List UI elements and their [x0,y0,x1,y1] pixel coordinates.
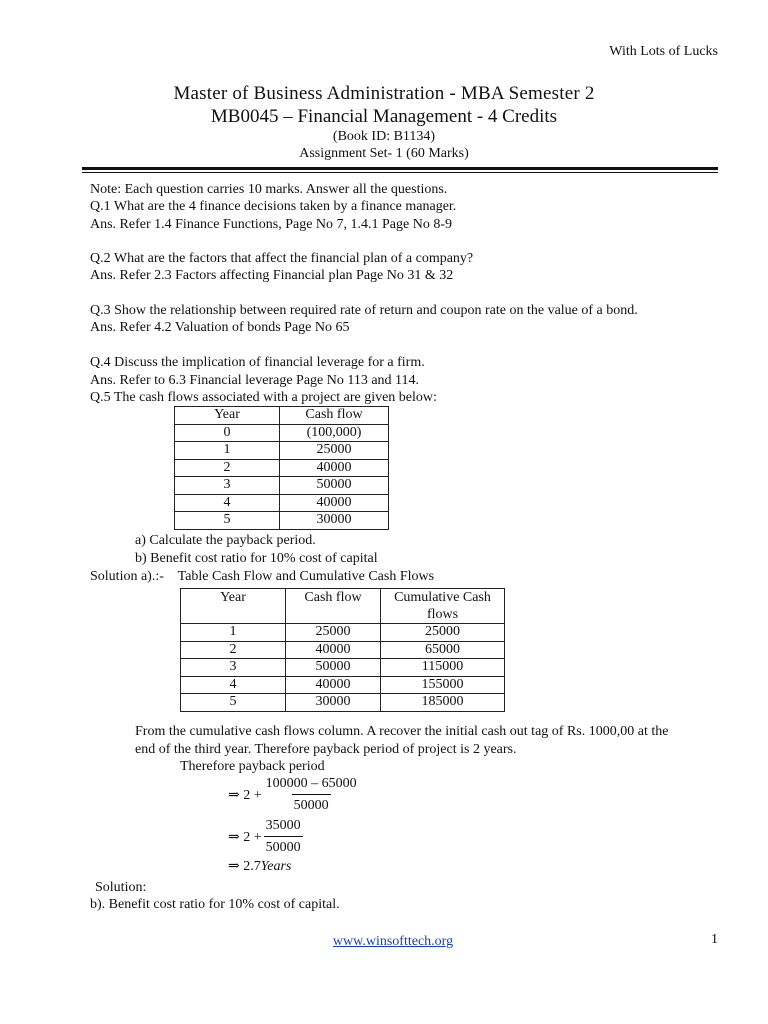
table-cell: 1 [175,442,280,460]
table-cell: 40000 [286,676,381,694]
table-header-row [175,407,389,425]
table-cell: 50000 [280,477,389,495]
equation-result: ⇒ 2.7 [228,859,261,874]
table-cell: 3 [181,659,286,677]
table-row [175,459,389,477]
table-cell: 185000 [381,694,505,712]
table-row [175,442,389,460]
assignment-label: Assignment Set- 1 (60 Marks) [299,146,469,161]
note-text: Note: Each question carries 10 marks. Answer all the questions. [90,182,448,197]
table-cell: 30000 [286,694,381,712]
table-cell: 2 [181,641,286,659]
table-cell: 40000 [280,494,389,512]
table-cell: 3 [175,477,280,495]
equation-step-2 [228,818,303,856]
equation-step-3 [228,858,291,875]
table-cell: 40000 [280,459,389,477]
q5-part-a: a) Calculate the payback period. [135,533,316,548]
page-number: 1 [711,932,718,947]
table-cell: 30000 [280,512,389,530]
book-id: (Book ID: B1134) [332,129,436,144]
equation-step-1 [228,776,359,814]
fraction-denominator: 50000 [292,794,331,814]
cumulative-cash-flow-table [180,588,505,712]
solution-a-heading: Solution a).:- Table Cash Flow and Cumulative Cash Flows [90,569,435,584]
table-header-row [181,589,505,624]
fraction [264,818,303,856]
solution-b-label: Solution: [95,880,147,895]
table-header-cell [381,589,505,624]
header-rule-thin [82,172,718,173]
equation-prefix: ⇒ 2 + [228,787,262,803]
table-cell: 5 [175,512,280,530]
table-row [181,694,505,712]
table-header-cell: Year [181,589,286,624]
fraction-numerator: 35000 [265,818,301,833]
table-cell: 65000 [381,641,505,659]
q1-answer: Ans. Refer 1.4 Finance Functions, Page No 7, 1.4.1 Page No 8-9 [90,217,453,232]
table-row [181,659,505,677]
table-cell: 115000 [381,659,505,677]
equation-unit: Years [260,859,292,874]
table-cell: 25000 [381,624,505,642]
q1-question: Q.1 What are the 4 finance decisions taken by a finance manager. [90,199,457,214]
table-row [181,641,505,659]
table-cell: 155000 [381,676,505,694]
table-cell: 4 [181,676,286,694]
table-cell: 5 [181,694,286,712]
table-cell: 4 [175,494,280,512]
q5-question: Q.5 The cash flows associated with a project are given below: [90,390,437,405]
header-rule-thick [82,167,718,170]
q5-part-b: b) Benefit cost ratio for 10% cost of capital [135,551,378,566]
cash-flow-table [174,406,389,530]
table-cell: 1 [181,624,286,642]
table-header-cell: Year [175,407,280,425]
solution-paragraph-line: end of the third year. Therefore payback period of project is 2 years. [135,742,517,757]
fraction-denominator: 50000 [264,836,303,856]
table-header-cell: Cash flow [280,407,389,425]
q3-answer: Ans. Refer 4.2 Valuation of bonds Page No 65 [90,320,350,335]
table-row [175,477,389,495]
table-cell: 0 [175,424,280,442]
table-cell: 50000 [286,659,381,677]
fraction-numerator: 100000 – 65000 [265,776,357,791]
table-header-cell: Cash flow [286,589,381,624]
header-text-line: Cumulative Cash [394,590,491,605]
q3-question: Q.3 Show the relationship between required rate of return and coupon rate on the value of a bond. [90,303,638,318]
table-cell: 25000 [280,442,389,460]
table-row [175,424,389,442]
footer-link-wrapper [0,932,768,950]
equation-prefix: ⇒ 2 + [228,829,262,845]
header-tagline: With Lots of Lucks [609,44,718,59]
table-row [181,624,505,642]
table-cell: 25000 [286,624,381,642]
fraction [264,776,359,814]
table-cell: 2 [175,459,280,477]
course-title: MB0045 – Financial Management - 4 Credits [210,106,558,127]
solution-b-text: b). Benefit cost ratio for 10% cost of capital. [90,897,340,912]
table-cell: (100,000) [280,424,389,442]
header-text-line: flows [426,607,459,622]
document-title: Master of Business Administration - MBA Semester 2 [173,83,595,104]
table-row [175,512,389,530]
footer-website-link[interactable]: www.winsofttech.org [332,934,454,949]
table-row [175,494,389,512]
table-row [181,676,505,694]
q4-answer: Ans. Refer to 6.3 Financial leverage Page No 113 and 114. [90,373,420,388]
payback-label: Therefore payback period [180,759,325,774]
table-cell: 40000 [286,641,381,659]
q2-answer: Ans. Refer 2.3 Factors affecting Financial plan Page No 31 & 32 [90,268,454,283]
solution-paragraph-line: From the cumulative cash flows column. A recover the initial cash out tag of Rs. 1000,00 at the [135,724,669,739]
q2-question: Q.2 What are the factors that affect the financial plan of a company? [90,251,474,266]
q4-question: Q.4 Discuss the implication of financial leverage for a firm. [90,355,425,370]
